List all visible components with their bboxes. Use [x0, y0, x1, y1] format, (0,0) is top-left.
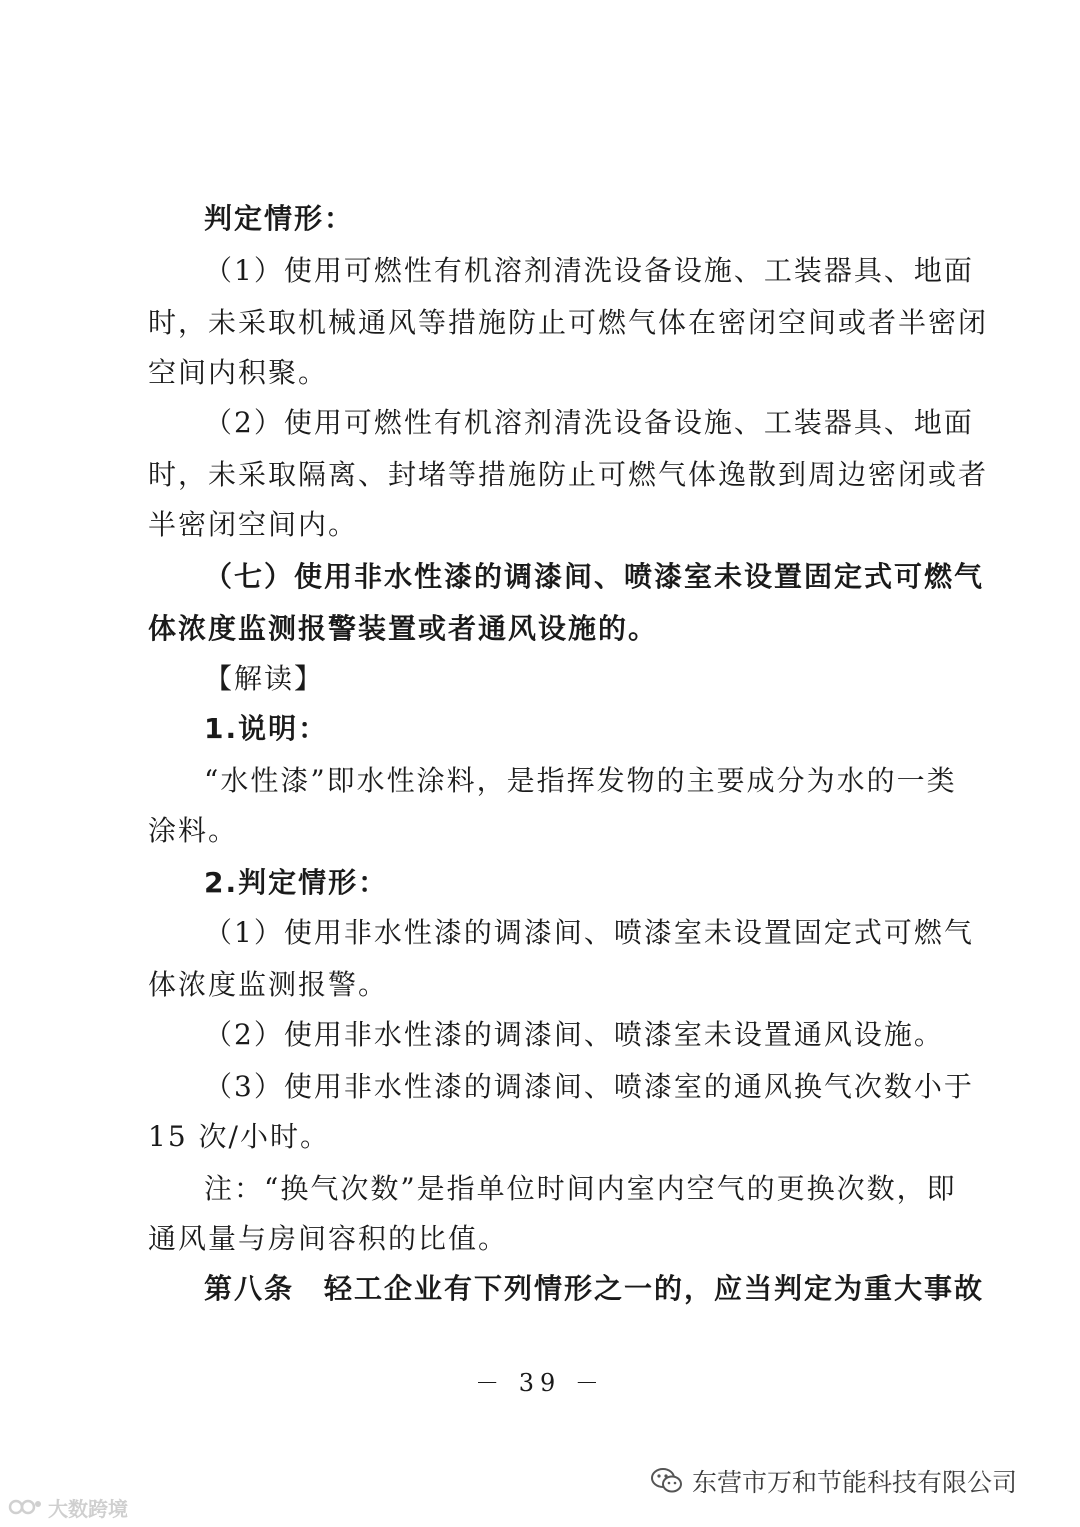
clause-heading: （七）使用非水性漆的调漆间、喷漆室未设置固定式可燃气	[204, 560, 985, 593]
interpretation-heading: 【解读】	[204, 662, 325, 695]
site-logo-icon	[8, 1496, 42, 1518]
company-name: 东营市万和节能科技有限公司	[692, 1468, 1018, 1497]
note-line: 通风量与房间容积的比值。	[148, 1222, 509, 1255]
subheading: 2.判定情形：	[204, 866, 389, 899]
paragraph-line: （1）使用非水性漆的调漆间、喷漆室未设置固定式可燃气	[204, 916, 974, 949]
paragraph-line: 空间内积聚。	[148, 356, 329, 389]
page-number: － 39 －	[475, 1369, 605, 1397]
paragraph-line: 半密闭空间内。	[148, 508, 359, 541]
paragraph-line: （2）使用可燃性有机溶剂清洗设备设施、工装器具、地面	[204, 406, 974, 439]
paragraph-line: 体浓度监测报警。	[148, 968, 389, 1001]
paragraph-line: 时，未采取机械通风等措施防止可燃气体在密闭空间或者半密闭	[148, 306, 989, 339]
company-watermark	[650, 1461, 1017, 1501]
site-name: 大数跨境	[48, 1496, 128, 1521]
note-line: 注：“换气次数”是指单位时间内室内空气的更换次数，即	[204, 1172, 957, 1205]
clause-heading: 体浓度监测报警装置或者通风设施的。	[148, 612, 659, 645]
paragraph-line: （3）使用非水性漆的调漆间、喷漆室的通风换气次数小于	[204, 1070, 974, 1103]
subheading: 1.说明：	[204, 712, 329, 745]
paragraph-line: “水性漆”即水性涂料，是指挥发物的主要成分为水的一类	[204, 764, 957, 797]
paragraph-line: （1）使用可燃性有机溶剂清洗设备设施、工装器具、地面	[204, 254, 974, 287]
paragraph-line: （2）使用非水性漆的调漆间、喷漆室未设置通风设施。	[204, 1018, 944, 1051]
paragraph-line: 时，未采取隔离、封堵等措施防止可燃气体逸散到周边密闭或者	[148, 458, 989, 491]
paragraph-line: 涂料。	[148, 814, 239, 847]
section-heading: 判定情形：	[204, 202, 355, 235]
wechat-icon	[650, 1466, 684, 1496]
site-watermark	[8, 1492, 128, 1522]
paragraph-line: 15 次/小时。	[148, 1120, 330, 1153]
article-heading: 第八条 轻工企业有下列情形之一的，应当判定为重大事故	[204, 1272, 985, 1305]
